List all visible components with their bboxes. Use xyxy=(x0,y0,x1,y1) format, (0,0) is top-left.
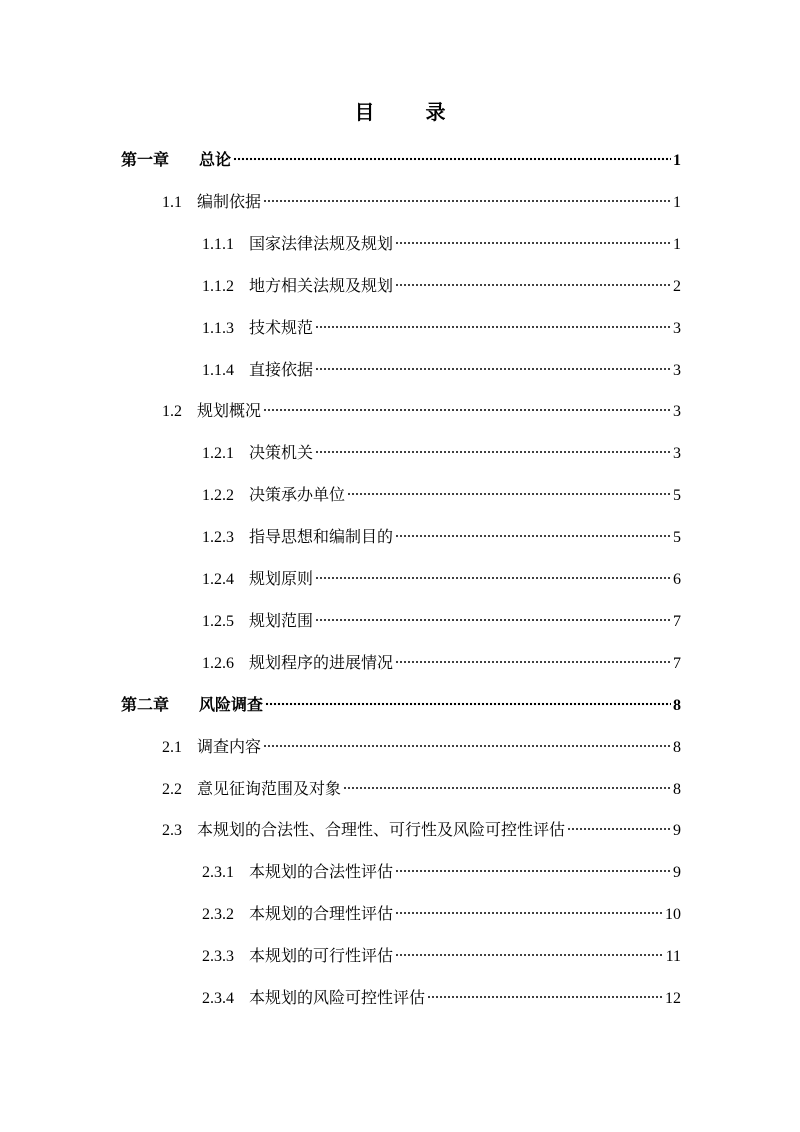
toc-entry-2-3[interactable] xyxy=(162,818,681,842)
toc-entry-label: 技术规范 xyxy=(249,318,314,337)
toc-entry-number: 2.3.3 xyxy=(202,948,234,965)
toc-entry-label: 本规划的合法性、合理性、可行性及风险可控性评估 xyxy=(197,820,566,839)
dot-leader xyxy=(567,827,671,831)
toc-entry-label: 国家法律法规及规划 xyxy=(249,234,394,253)
toc-entry-page-number: 9 xyxy=(673,822,681,839)
dot-leader xyxy=(395,283,671,287)
toc-entry-1-1-4[interactable] xyxy=(202,358,681,382)
dot-leader xyxy=(395,660,671,664)
toc-entry-number: 第二章 xyxy=(121,697,170,714)
toc-entry-number: 2.3.4 xyxy=(202,990,234,1007)
dot-leader xyxy=(263,199,671,203)
toc-entry-2-3-4[interactable] xyxy=(202,986,681,1010)
toc-entry-page-number: 10 xyxy=(665,906,681,923)
toc-entry-1-1[interactable] xyxy=(162,190,681,214)
toc-entry-第二章[interactable] xyxy=(121,693,681,717)
toc-entry-1-2-2[interactable] xyxy=(202,483,681,507)
toc-entry-page-number: 2 xyxy=(673,278,681,295)
toc-entry-label: 本规划的风险可控性评估 xyxy=(249,988,426,1007)
toc-entry-number: 1.2.6 xyxy=(202,655,234,672)
toc-entry-label: 编制依据 xyxy=(197,192,262,211)
toc-entry-1-2-4[interactable] xyxy=(202,567,681,591)
toc-entry-1-2-1[interactable] xyxy=(202,441,681,465)
toc-entry-number: 1.2.4 xyxy=(202,571,234,588)
toc-entry-label: 本规划的合法性评估 xyxy=(249,862,394,881)
toc-entry-number: 1.1 xyxy=(162,194,182,211)
toc-entry-1-1-1[interactable] xyxy=(202,232,681,256)
toc-entry-label: 规划程序的进展情况 xyxy=(249,653,394,672)
toc-entry-label: 规划原则 xyxy=(249,569,314,588)
dot-leader xyxy=(395,911,663,915)
toc-entry-number: 1.1.4 xyxy=(202,362,234,379)
toc-entry-page-number: 1 xyxy=(673,152,681,169)
toc-entry-page-number: 5 xyxy=(673,487,681,504)
toc-entry-1-1-2[interactable] xyxy=(202,274,681,298)
toc-entry-number: 1.2 xyxy=(162,403,182,420)
toc-entry-label: 规划概况 xyxy=(197,401,262,420)
dot-leader xyxy=(343,786,671,790)
toc-entry-2-2[interactable] xyxy=(162,777,681,801)
dot-leader xyxy=(395,953,664,957)
toc-entry-label: 调查内容 xyxy=(197,737,262,756)
toc-entry-label: 决策承办单位 xyxy=(249,485,346,504)
toc-entry-page-number: 5 xyxy=(673,529,681,546)
toc-entry-page-number: 7 xyxy=(673,655,681,672)
toc-entry-number: 2.3.2 xyxy=(202,906,234,923)
toc-entry-page-number: 8 xyxy=(673,697,681,714)
toc-entry-number: 1.1.2 xyxy=(202,278,234,295)
toc-entry-2-1[interactable] xyxy=(162,735,681,759)
toc-entry-1-2-3[interactable] xyxy=(202,525,681,549)
toc-entry-number: 1.2.1 xyxy=(202,445,234,462)
toc-entry-page-number: 6 xyxy=(673,571,681,588)
toc-entry-label: 总论 xyxy=(199,150,232,169)
toc-entry-number: 第一章 xyxy=(121,152,170,169)
toc-entry-page-number: 8 xyxy=(673,781,681,798)
dot-leader xyxy=(315,450,671,454)
toc-entry-1-2-5[interactable] xyxy=(202,609,681,633)
toc-entry-number: 1.1.3 xyxy=(202,320,234,337)
toc-entry-label: 决策机关 xyxy=(249,443,314,462)
toc-entry-page-number: 1 xyxy=(673,194,681,211)
dot-leader xyxy=(395,869,671,873)
toc-entry-number: 1.1.1 xyxy=(202,236,234,253)
dot-leader xyxy=(315,367,671,371)
dot-leader xyxy=(315,618,671,622)
toc-entry-label: 地方相关法规及规划 xyxy=(249,276,394,295)
toc-entry-page-number: 3 xyxy=(673,445,681,462)
toc-entry-label: 风险调查 xyxy=(199,695,264,714)
dot-leader xyxy=(263,744,671,748)
toc-entry-2-3-2[interactable] xyxy=(202,902,681,926)
dot-leader xyxy=(233,157,671,161)
toc-entry-number: 2.2 xyxy=(162,781,182,798)
toc-entry-number: 2.3.1 xyxy=(202,864,234,881)
toc-entry-label: 本规划的可行性评估 xyxy=(249,946,394,965)
toc-entry-label: 意见征询范围及对象 xyxy=(197,779,342,798)
toc-entry-1-2[interactable] xyxy=(162,399,681,423)
toc-entry-page-number: 7 xyxy=(673,613,681,630)
toc-entry-page-number: 8 xyxy=(673,739,681,756)
toc-entry-page-number: 3 xyxy=(673,403,681,420)
dot-leader xyxy=(263,408,671,412)
toc-entry-label: 规划范围 xyxy=(249,611,314,630)
dot-leader xyxy=(315,576,671,580)
toc-entry-page-number: 1 xyxy=(673,236,681,253)
toc-entry-2-3-3[interactable] xyxy=(202,944,681,968)
toc-entry-label: 指导思想和编制目的 xyxy=(249,527,394,546)
page-title: 目 录 xyxy=(354,100,468,124)
toc-entry-number: 1.2.5 xyxy=(202,613,234,630)
toc-entry-1-1-3[interactable] xyxy=(202,316,681,340)
toc-entry-label: 本规划的合理性评估 xyxy=(249,904,394,923)
dot-leader xyxy=(395,534,671,538)
dot-leader xyxy=(395,241,671,245)
toc-entry-page-number: 12 xyxy=(665,990,681,1007)
dot-leader xyxy=(265,702,671,706)
toc-entry-number: 2.3 xyxy=(162,822,182,839)
toc-entry-number: 1.2.3 xyxy=(202,529,234,546)
toc-entry-2-3-1[interactable] xyxy=(202,860,681,884)
toc-entry-page-number: 9 xyxy=(673,864,681,881)
toc-entry-label: 直接依据 xyxy=(249,360,314,379)
toc-entry-第一章[interactable] xyxy=(121,148,681,172)
dot-leader xyxy=(347,492,671,496)
toc-entry-page-number: 11 xyxy=(665,948,681,965)
toc-entry-page-number: 3 xyxy=(673,320,681,337)
toc-entry-number: 2.1 xyxy=(162,739,182,756)
toc-entry-page-number: 3 xyxy=(673,362,681,379)
dot-leader xyxy=(427,995,663,999)
toc-entry-1-2-6[interactable] xyxy=(202,651,681,675)
dot-leader xyxy=(315,325,671,329)
toc-entry-number: 1.2.2 xyxy=(202,487,234,504)
